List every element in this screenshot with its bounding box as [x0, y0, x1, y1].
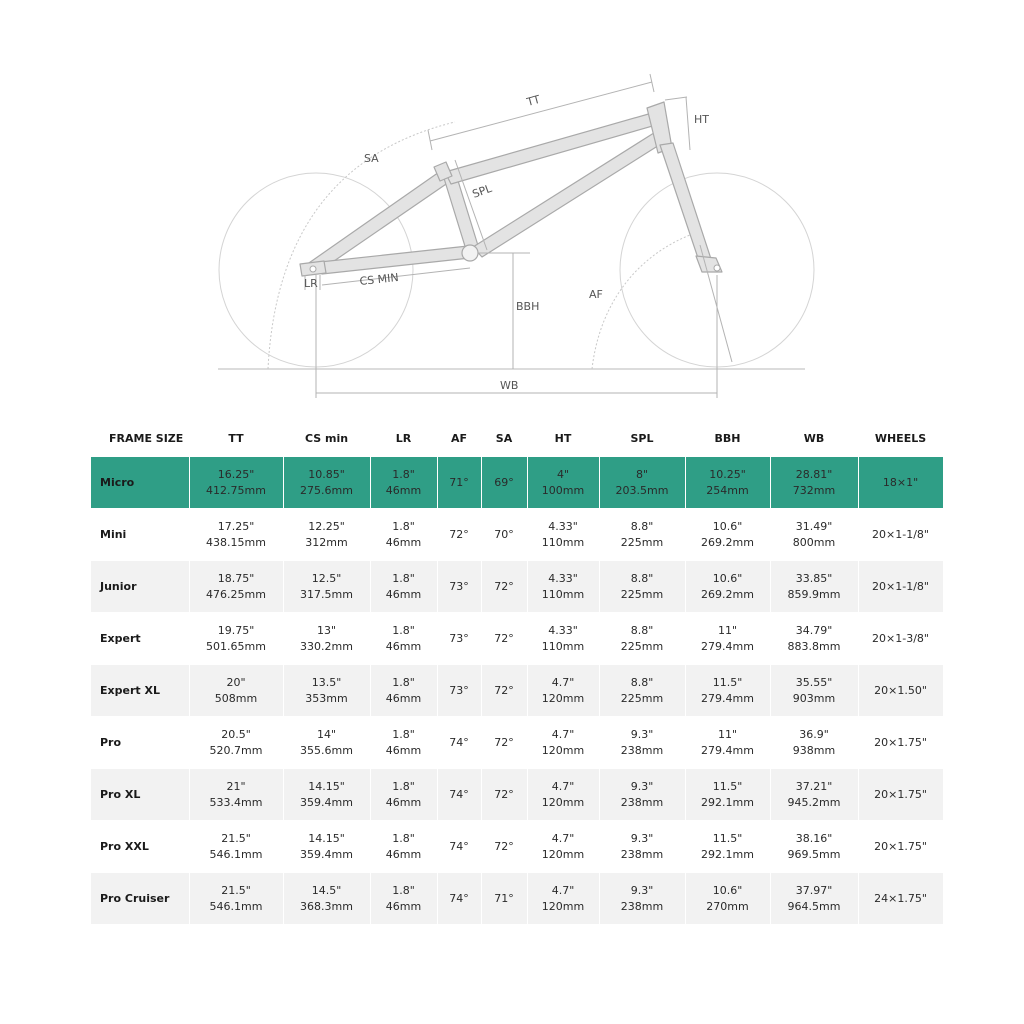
- cell-sa: 72°: [481, 821, 527, 873]
- cell-bbh-mm: 269.2mm: [701, 535, 754, 549]
- cell-af: 73°: [437, 665, 481, 717]
- cell-wheels: 18×1": [858, 457, 943, 509]
- cell-cs-min: [283, 717, 370, 769]
- cell-spl-mm: 225mm: [620, 535, 664, 549]
- seat-angle-arc: [268, 122, 455, 369]
- cell-lr: [370, 509, 437, 561]
- cell-spl-inch: 8": [635, 467, 649, 481]
- cell-cs-min-mm: 312mm: [305, 535, 348, 549]
- cell-cs-min: [283, 561, 370, 613]
- cell-bbh-inch: 10.25": [709, 467, 746, 481]
- cell-tt-mm: 520.7mm: [209, 743, 263, 757]
- cell-frame-size: Pro Cruiser: [91, 873, 189, 925]
- geometry-table: [91, 421, 944, 924]
- cell-sa: 72°: [481, 561, 527, 613]
- label-sa: SA: [364, 152, 379, 165]
- cell-wb-mm: 859.9mm: [787, 587, 841, 601]
- cell-lr-inch: 1.8": [392, 831, 415, 845]
- cell-spl-mm: 225mm: [620, 587, 664, 601]
- table-row: [91, 613, 943, 665]
- cell-cs-min: [283, 665, 370, 717]
- cell-tt-inch: 20": [226, 675, 246, 689]
- cell-wb-mm: 883.8mm: [787, 639, 841, 653]
- cell-lr-inch: 1.8": [392, 675, 415, 689]
- cell-cs-min: [283, 769, 370, 821]
- cell-tt: [189, 561, 283, 613]
- cell-tt: [189, 613, 283, 665]
- cell-frame-size: Micro: [91, 457, 189, 509]
- cell-bbh: [685, 717, 770, 769]
- label-tt: TT: [525, 92, 542, 109]
- cell-lr: [370, 717, 437, 769]
- cell-bbh-mm: 279.4mm: [701, 639, 754, 653]
- cell-spl: [599, 665, 685, 717]
- cell-wb: [770, 457, 858, 509]
- cell-ht-inch: 4.7": [551, 779, 575, 793]
- label-lr: LR: [304, 277, 318, 290]
- label-spl: SPL: [470, 181, 494, 201]
- cell-lr-inch: 1.8": [392, 571, 415, 585]
- bottom-bracket: [462, 245, 478, 261]
- cell-lr-inch: 1.8": [392, 779, 415, 793]
- cell-lr: [370, 769, 437, 821]
- cell-wb-inch: 38.16": [795, 831, 833, 845]
- table-row: [91, 561, 943, 613]
- cell-frame-size: Pro XXL: [91, 821, 189, 873]
- table-row: [91, 769, 943, 821]
- cell-cs-min-inch: 10.85": [308, 467, 345, 481]
- label-ht: HT: [694, 113, 709, 126]
- cell-sa: 71°: [481, 873, 527, 925]
- table-header-row: [91, 421, 943, 457]
- cell-wb-inch: 36.9": [799, 727, 829, 741]
- cell-tt: [189, 457, 283, 509]
- cell-cs-min-inch: 14.5": [311, 883, 342, 897]
- cell-bbh-mm: 279.4mm: [701, 691, 754, 705]
- cell-spl-mm: 238mm: [620, 743, 664, 757]
- cell-ht: [527, 613, 599, 665]
- cell-cs-min-mm: 330.2mm: [300, 639, 353, 653]
- cell-ht-mm: 120mm: [541, 691, 585, 705]
- cell-bbh-mm: 270mm: [706, 899, 749, 913]
- cell-wheels: 20×1.50": [858, 665, 943, 717]
- cell-cs-min: [283, 457, 370, 509]
- cell-wb-mm: 938mm: [792, 743, 836, 757]
- cell-lr: [370, 665, 437, 717]
- cell-spl-mm: 238mm: [620, 795, 664, 809]
- cell-wheels: 20×1.75": [858, 821, 943, 873]
- cell-wheels: 20×1.75": [858, 769, 943, 821]
- cell-tt-mm: 546.1mm: [209, 847, 263, 861]
- cell-spl-inch: 9.3": [630, 831, 654, 845]
- cell-ht-mm: 120mm: [541, 795, 585, 809]
- cell-lr-mm: 46mm: [385, 587, 422, 601]
- cell-af: 73°: [437, 613, 481, 665]
- cell-ht-inch: 4.7": [551, 883, 575, 897]
- cell-tt-mm: 476.25mm: [206, 587, 266, 601]
- cell-bbh: [685, 509, 770, 561]
- cell-spl-inch: 9.3": [630, 883, 654, 897]
- cell-ht-mm: 120mm: [541, 743, 585, 757]
- cell-spl: [599, 457, 685, 509]
- cell-tt: [189, 873, 283, 925]
- cell-tt-mm: 533.4mm: [209, 795, 263, 809]
- cell-wheels: 20×1-3/8": [858, 613, 943, 665]
- cell-ht-inch: 4.7": [551, 675, 575, 689]
- cell-tt-mm: 508mm: [214, 691, 258, 705]
- cell-sa: 72°: [481, 717, 527, 769]
- cell-wb: [770, 821, 858, 873]
- cell-lr-inch: 1.8": [392, 623, 415, 637]
- cell-bbh-mm: 254mm: [706, 483, 749, 497]
- cell-ht-inch: 4.33": [548, 519, 578, 533]
- cell-af: 74°: [437, 873, 481, 925]
- cell-ht-mm: 110mm: [541, 587, 585, 601]
- cell-wheels: 20×1.75": [858, 717, 943, 769]
- cell-cs-min-mm: 368.3mm: [300, 899, 353, 913]
- bike-frame: [300, 102, 722, 276]
- cell-bbh-inch: 11.5": [712, 831, 743, 845]
- table-row: [91, 665, 943, 717]
- cell-spl: [599, 769, 685, 821]
- cell-wb-mm: 964.5mm: [787, 899, 841, 913]
- cell-lr-inch: 1.8": [392, 883, 415, 897]
- cell-wb: [770, 509, 858, 561]
- cell-cs-min-mm: 355.6mm: [300, 743, 353, 757]
- cell-spl-inch: 8.8": [630, 675, 654, 689]
- cell-cs-min-inch: 14.15": [308, 831, 345, 845]
- cell-spl-mm: 238mm: [620, 899, 664, 913]
- cell-cs-min-mm: 275.6mm: [300, 483, 353, 497]
- cell-af: 74°: [437, 821, 481, 873]
- cell-spl: [599, 717, 685, 769]
- cell-sa: 72°: [481, 613, 527, 665]
- cell-spl-mm: 225mm: [620, 691, 664, 705]
- cell-cs-min: [283, 821, 370, 873]
- cell-lr: [370, 457, 437, 509]
- cell-ht: [527, 665, 599, 717]
- cell-ht: [527, 457, 599, 509]
- cell-ht: [527, 873, 599, 925]
- cell-cs-min-inch: 14": [316, 727, 337, 741]
- cell-wb-inch: 37.21": [795, 779, 833, 793]
- cell-af: 72°: [437, 509, 481, 561]
- cell-ht-mm: 110mm: [541, 535, 585, 549]
- cell-frame-size: Pro XL: [91, 769, 189, 821]
- cell-tt-inch: 18.75": [217, 571, 255, 585]
- cell-cs-min: [283, 509, 370, 561]
- header-tt: TT: [189, 421, 283, 457]
- cell-cs-min-inch: 12.25": [308, 519, 345, 533]
- cell-frame-size: Junior: [91, 561, 189, 613]
- cell-wb-inch: 37.97": [795, 883, 833, 897]
- cell-bbh: [685, 613, 770, 665]
- cell-lr-mm: 46mm: [385, 483, 422, 497]
- frame-geometry-diagram: [0, 0, 1024, 410]
- cell-wb-mm: 945.2mm: [787, 795, 841, 809]
- header-sa: SA: [481, 421, 527, 457]
- cell-wb-inch: 28.81": [795, 467, 833, 481]
- cell-wb-mm: 800mm: [792, 535, 836, 549]
- cell-wb: [770, 665, 858, 717]
- cell-bbh-inch: 10.6": [712, 519, 743, 533]
- cell-wb-mm: 903mm: [792, 691, 836, 705]
- cell-lr-mm: 46mm: [385, 639, 422, 653]
- cell-lr: [370, 821, 437, 873]
- cell-ht: [527, 769, 599, 821]
- cell-cs-min-mm: 359.4mm: [300, 795, 353, 809]
- cell-tt-inch: 21": [226, 779, 246, 793]
- cell-sa: 70°: [481, 509, 527, 561]
- cell-tt: [189, 665, 283, 717]
- cell-bbh: [685, 873, 770, 925]
- cell-frame-size: Expert XL: [91, 665, 189, 717]
- cell-tt: [189, 821, 283, 873]
- cell-bbh-inch: 11.5": [712, 779, 743, 793]
- table-row: [91, 717, 943, 769]
- cell-tt-mm: 546.1mm: [209, 899, 263, 913]
- cell-ht: [527, 821, 599, 873]
- head-angle-arc: [592, 235, 690, 369]
- cell-ht-inch: 4.33": [548, 623, 578, 637]
- cell-tt: [189, 509, 283, 561]
- cell-bbh: [685, 561, 770, 613]
- cell-spl: [599, 873, 685, 925]
- cell-wb: [770, 717, 858, 769]
- cell-bbh: [685, 665, 770, 717]
- cell-tt: [189, 717, 283, 769]
- label-wb: WB: [500, 379, 519, 392]
- cell-af: 73°: [437, 561, 481, 613]
- cell-spl-mm: 203.5mm: [615, 483, 669, 497]
- cell-wb-inch: 34.79": [795, 623, 833, 637]
- cell-tt-mm: 501.65mm: [206, 639, 266, 653]
- cell-tt-mm: 438.15mm: [206, 535, 266, 549]
- cell-bbh-inch: 11.5": [712, 675, 743, 689]
- rear-axle: [310, 266, 316, 272]
- cell-tt-inch: 19.75": [217, 623, 255, 637]
- table-row: [91, 457, 943, 509]
- cell-spl-inch: 9.3": [630, 727, 654, 741]
- cell-ht: [527, 717, 599, 769]
- cell-wb: [770, 769, 858, 821]
- cell-lr-mm: 46mm: [385, 535, 422, 549]
- cell-bbh-inch: 11": [717, 727, 738, 741]
- cell-tt-inch: 16.25": [217, 467, 255, 481]
- cell-cs-min-inch: 13": [316, 623, 337, 637]
- cell-wb: [770, 873, 858, 925]
- header-spl: SPL: [599, 421, 685, 457]
- cell-cs-min: [283, 873, 370, 925]
- cell-cs-min-mm: 317.5mm: [300, 587, 353, 601]
- table-row: [91, 509, 943, 561]
- table-body: [91, 457, 943, 925]
- cell-lr: [370, 613, 437, 665]
- cell-ht-inch: 4": [556, 467, 570, 481]
- cell-spl-inch: 8.8": [630, 519, 654, 533]
- header-ht: HT: [527, 421, 599, 457]
- cell-wb-mm: 732mm: [792, 483, 836, 497]
- cell-bbh: [685, 457, 770, 509]
- header-lr: LR: [370, 421, 437, 457]
- cell-af: 71°: [437, 457, 481, 509]
- cell-wb-mm: 969.5mm: [787, 847, 841, 861]
- cell-lr-inch: 1.8": [392, 467, 415, 481]
- cell-sa: 69°: [481, 457, 527, 509]
- cell-tt-inch: 20.5": [221, 727, 251, 741]
- cell-lr: [370, 561, 437, 613]
- table-row: [91, 821, 943, 873]
- header-wb: WB: [770, 421, 858, 457]
- cell-ht: [527, 561, 599, 613]
- header-wheels: WHEELS: [858, 421, 943, 457]
- cell-ht-mm: 120mm: [541, 847, 585, 861]
- table-row: [91, 873, 943, 925]
- cell-lr-mm: 46mm: [385, 795, 422, 809]
- cell-wb: [770, 613, 858, 665]
- cell-ht: [527, 509, 599, 561]
- cell-spl: [599, 613, 685, 665]
- cell-frame-size: Expert: [91, 613, 189, 665]
- cell-wheels: 20×1-1/8": [858, 561, 943, 613]
- cell-lr-mm: 46mm: [385, 899, 422, 913]
- cell-cs-min: [283, 613, 370, 665]
- cell-lr-inch: 1.8": [392, 727, 415, 741]
- cell-spl-inch: 8.8": [630, 571, 654, 585]
- cell-frame-size: Mini: [91, 509, 189, 561]
- cell-spl-mm: 238mm: [620, 847, 664, 861]
- cell-sa: 72°: [481, 665, 527, 717]
- cell-lr-mm: 46mm: [385, 743, 422, 757]
- cell-spl: [599, 509, 685, 561]
- cell-bbh: [685, 769, 770, 821]
- label-bbh: BBH: [516, 300, 540, 313]
- cell-bbh-mm: 292.1mm: [701, 847, 754, 861]
- cell-ht-mm: 110mm: [541, 639, 585, 653]
- cell-af: 74°: [437, 769, 481, 821]
- cell-wb: [770, 561, 858, 613]
- cell-lr-mm: 46mm: [385, 847, 422, 861]
- cell-lr-mm: 46mm: [385, 691, 422, 705]
- cell-tt-mm: 412.75mm: [206, 483, 266, 497]
- cell-cs-min-mm: 353mm: [305, 691, 348, 705]
- front-axle: [714, 265, 720, 271]
- cell-ht-mm: 120mm: [541, 899, 585, 913]
- cell-tt-inch: 21.5": [221, 883, 251, 897]
- cell-lr-inch: 1.8": [392, 519, 415, 533]
- cell-wb-inch: 35.55": [795, 675, 833, 689]
- cell-wheels: 24×1.75": [858, 873, 943, 925]
- cell-tt-inch: 17.25": [217, 519, 255, 533]
- cell-ht-inch: 4.33": [548, 571, 578, 585]
- cell-tt: [189, 769, 283, 821]
- cell-cs-min-mm: 359.4mm: [300, 847, 353, 861]
- cell-wheels: 20×1-1/8": [858, 509, 943, 561]
- cell-bbh-mm: 269.2mm: [701, 587, 754, 601]
- cell-bbh-inch: 11": [717, 623, 738, 637]
- cell-bbh-mm: 292.1mm: [701, 795, 754, 809]
- cell-wb-inch: 31.49": [795, 519, 833, 533]
- cell-spl-inch: 8.8": [630, 623, 654, 637]
- cell-ht-mm: 100mm: [541, 483, 585, 497]
- cell-cs-min-inch: 13.5": [311, 675, 342, 689]
- cell-ht-inch: 4.7": [551, 727, 575, 741]
- cell-cs-min-inch: 14.15": [308, 779, 345, 793]
- label-af: AF: [589, 288, 603, 301]
- header-frame-size: FRAME SIZE: [91, 421, 189, 457]
- cell-tt-inch: 21.5": [221, 831, 251, 845]
- label-cs-min: CS MIN: [358, 270, 400, 288]
- cell-bbh: [685, 821, 770, 873]
- cell-af: 74°: [437, 717, 481, 769]
- cell-bbh-inch: 10.6": [712, 571, 743, 585]
- cell-cs-min-inch: 12.5": [311, 571, 342, 585]
- cell-sa: 72°: [481, 769, 527, 821]
- cell-ht-inch: 4.7": [551, 831, 575, 845]
- cell-spl: [599, 561, 685, 613]
- cell-lr: [370, 873, 437, 925]
- cell-bbh-mm: 279.4mm: [701, 743, 754, 757]
- cell-wb-inch: 33.85": [795, 571, 833, 585]
- cell-spl: [599, 821, 685, 873]
- cell-spl-mm: 225mm: [620, 639, 664, 653]
- header-bbh: BBH: [685, 421, 770, 457]
- cell-bbh-inch: 10.6": [712, 883, 743, 897]
- header-af: AF: [437, 421, 481, 457]
- cell-spl-inch: 9.3": [630, 779, 654, 793]
- header-cs-min: CS min: [283, 421, 370, 457]
- cell-frame-size: Pro: [91, 717, 189, 769]
